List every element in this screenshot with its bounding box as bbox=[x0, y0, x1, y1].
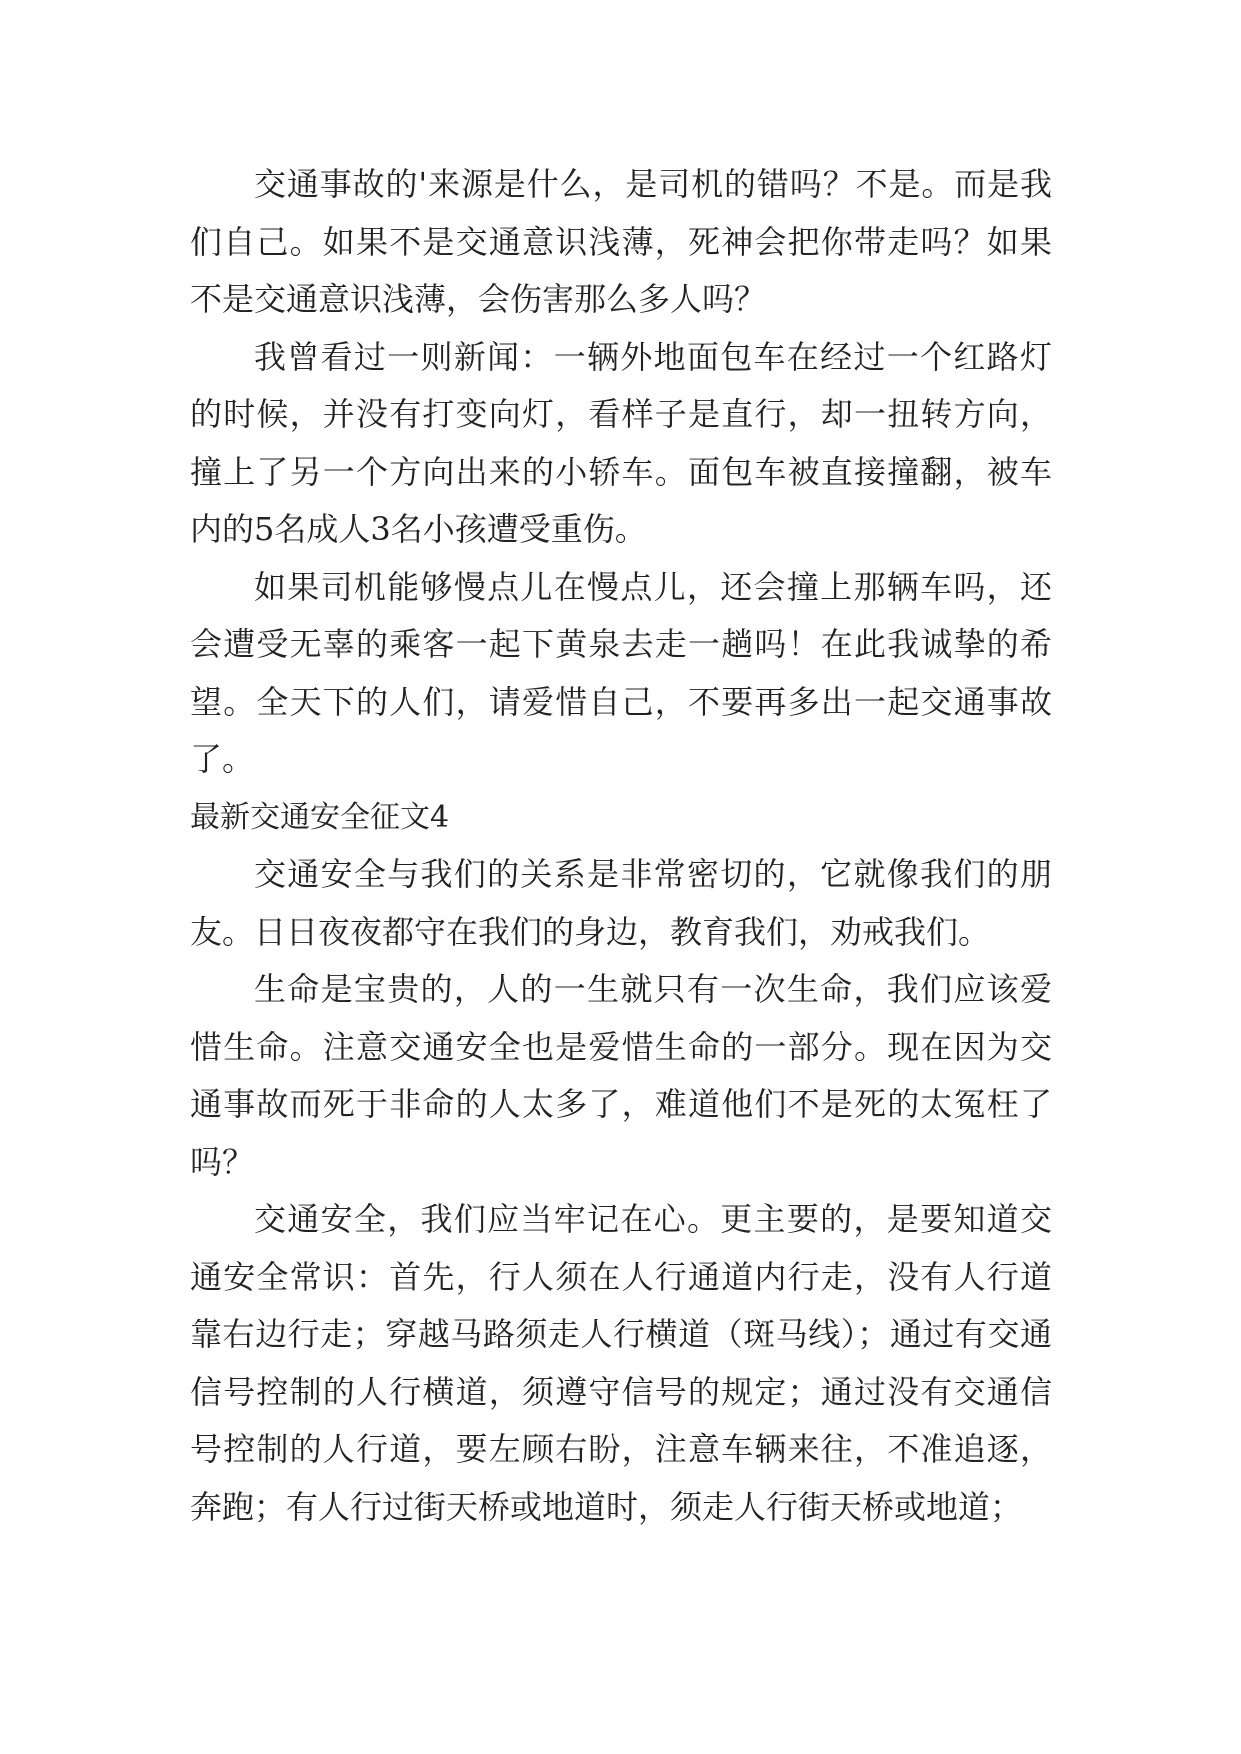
paragraph-accident-source: 交通事故的'来源是什么，是司机的错吗？不是。而是我们自己。如果不是交通意识浅薄，死神会把你带走吗？如果不是交通意识浅薄，会伤害那么多人吗？ bbox=[190, 165, 1052, 318]
paragraph-news-story: 我曾看过一则新闻：一辆外地面包车在经过一个红路灯的时候，并没有打变向灯，看样子是直行，却一扭转方向，撞上了另一个方向出来的小轿车。面包车被直接撞翻，被车内的5名成人3名小孩遭受重伤。 bbox=[190, 337, 1052, 548]
paragraph-traffic-friend: 交通安全与我们的关系是非常密切的，它就像我们的朋友。日日夜夜都守在我们的身边，教育我们，劝戒我们。 bbox=[190, 855, 1052, 951]
section-heading: 最新交通安全征文4 bbox=[190, 799, 450, 835]
document-body bbox=[190, 156, 1052, 1536]
paragraph-life-precious: 生命是宝贵的，人的一生就只有一次生命，我们应该爱惜生命。注意交通安全也是爱惜生命的一部分。现在因为交通事故而死于非命的人太多了，难道他们不是死的太冤枉了吗？ bbox=[190, 970, 1052, 1181]
paragraph-safety-rules: 交通安全，我们应当牢记在心。更主要的，是要知道交通安全常识：首先，行人须在人行通道内行走，没有人行道靠右边行走；穿越马路须走人行横道（斑马线）；通过有交通信号控制的人行横道，须遵守信号的规定；通过没有交通信号控制的人行道，要左顾右盼，注意车辆来往，不准追逐，奔跑；有人行过街天桥或地道时，须走人行街天桥或地道； bbox=[190, 1200, 1052, 1526]
paragraph-driver-wish: 如果司机能够慢点儿在慢点儿，还会撞上那辆车吗，还会遭受无辜的乘客一起下黄泉去走一趟吗！在此我诚挚的希望。全天下的人们，请爱惜自己，不要再多出一起交通事故了。 bbox=[190, 567, 1052, 778]
